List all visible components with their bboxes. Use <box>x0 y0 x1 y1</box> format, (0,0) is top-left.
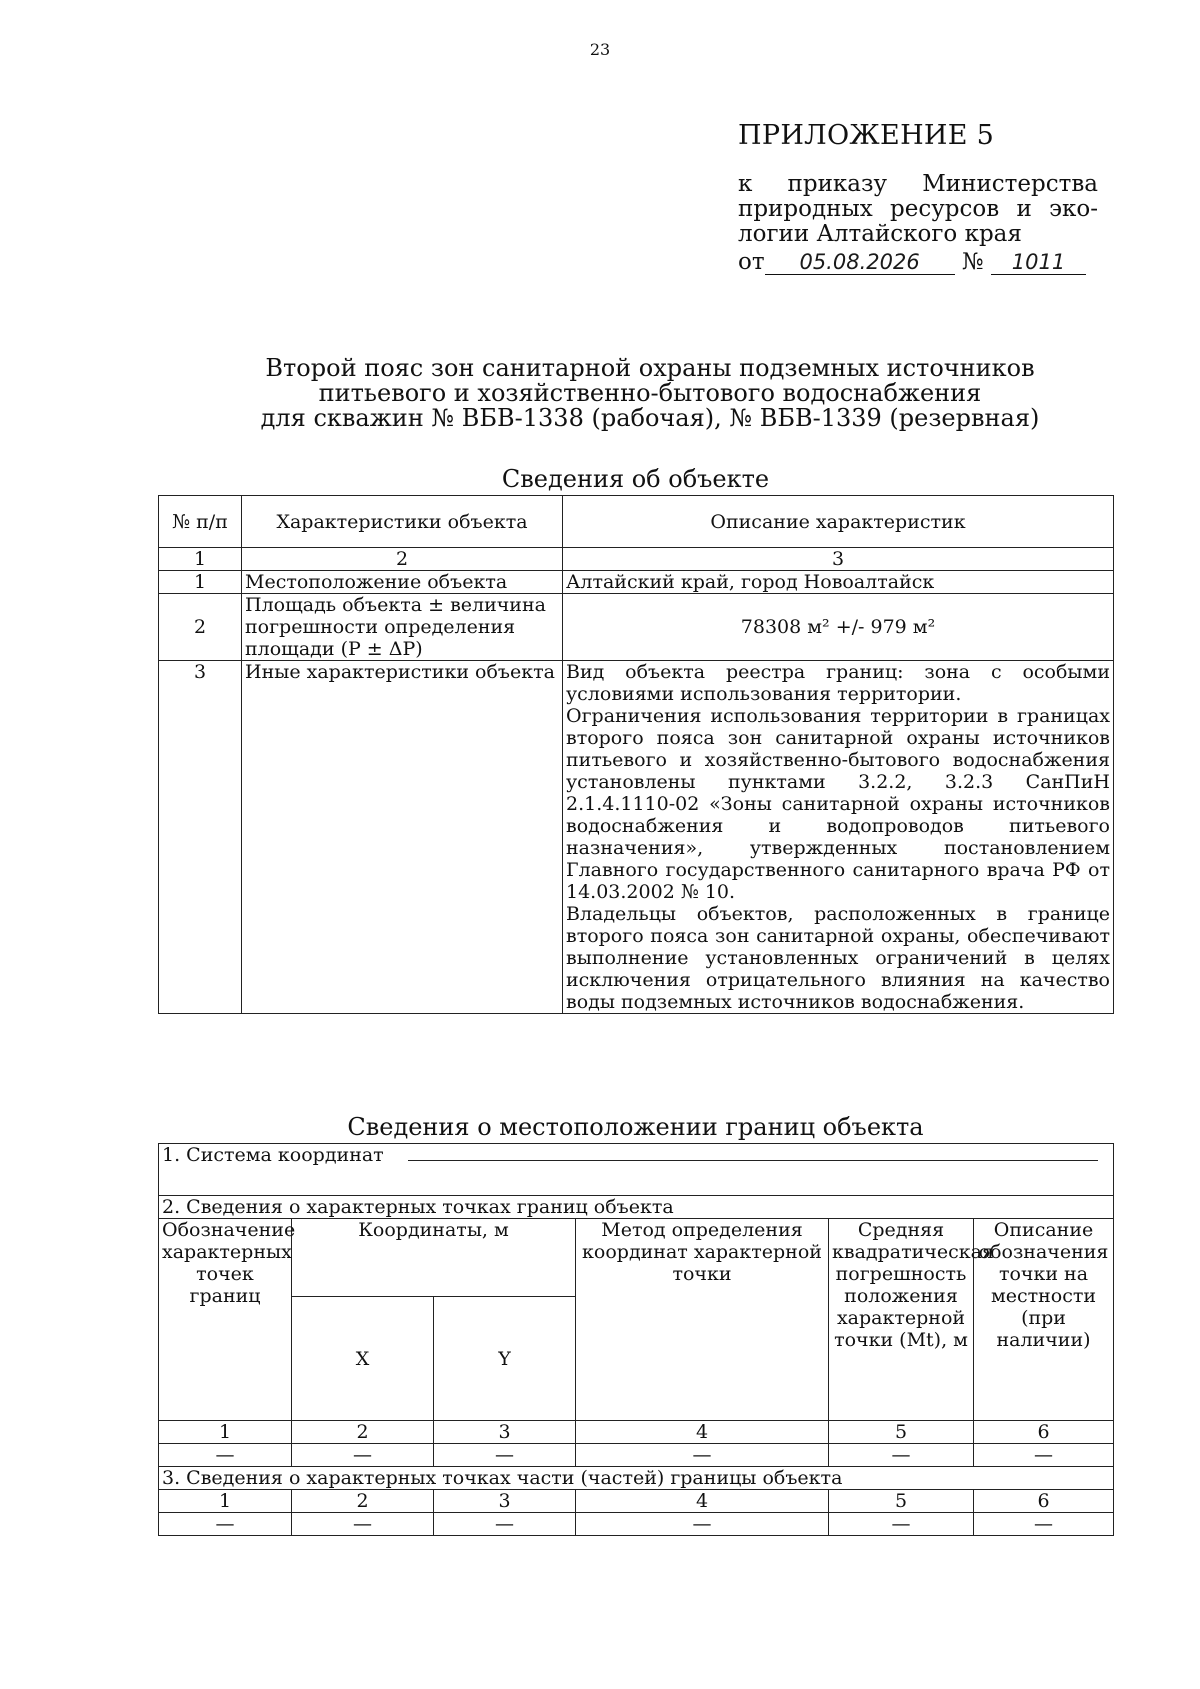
boundary-info-caption: Сведения о местоположении границ объекта <box>347 1113 924 1141</box>
col-number-3: 3 <box>434 1421 576 1444</box>
empty-cell: — <box>434 1444 576 1467</box>
order-ref-line-1: к приказу Министерства <box>738 171 1098 197</box>
coordinate-system-cell <box>159 1144 1114 1170</box>
empty-cell: — <box>576 1513 829 1536</box>
row-characteristic: Местоположение объекта <box>242 571 563 594</box>
header-point-description: Описание обозначения точки на местности (при наличии) <box>974 1219 1114 1421</box>
description-paragraph: Ограничения использования территории в границах второго пояса зон санитарной охраны источников питьевого и хозяйственно-бытового водоснабжения установлены пунктами 3.2.2, 3.2.3 СанПиН 2.1.4.1110-02 «Зоны санитарной охраны источников водоснабжения и водопроводов питьевого назначения», утвержденных постановлением Главного государственного санитарного врача РФ от 14.03.2002 № 10. <box>566 705 1110 903</box>
date-prefix: от <box>738 249 765 275</box>
section-3-label: 3. Сведения о характерных точках части (частей) границы объекта <box>159 1467 1114 1490</box>
header-characteristic: Характеристики объекта <box>242 496 563 548</box>
row-description: Алтайский край, город Новоалтайск <box>563 571 1114 594</box>
row-num: 1 <box>159 571 242 594</box>
empty-cell: — <box>292 1513 434 1536</box>
col-number-1: 1 <box>159 548 242 571</box>
table-row <box>159 1444 1114 1467</box>
object-info-caption: Сведения об объекте <box>501 465 770 493</box>
column-number-row <box>159 548 1114 571</box>
document-title <box>100 356 1200 431</box>
row-description: 78308 м² +/- 979 м² <box>563 594 1114 661</box>
section-3-row <box>159 1467 1114 1490</box>
empty-cell: — <box>159 1513 292 1536</box>
title-line-1: Второй пояс зон санитарной охраны подземных источников <box>265 354 1035 382</box>
coordinate-system-fill-line <box>408 1146 1098 1161</box>
header-row-1 <box>159 1219 1114 1297</box>
spacer-row <box>159 1170 1114 1196</box>
table-header-row <box>159 496 1114 548</box>
title-line-2: питьевого и хозяйственно-бытового водоснабжения <box>318 379 982 407</box>
table-row <box>159 1513 1114 1536</box>
empty-cell: — <box>576 1444 829 1467</box>
description-paragraph: Владельцы объектов, расположенных в границе второго пояса зон санитарной охраны, обеспечивают выполнение установленных ограничений в целях исключения отрицательного влияния на качество воды подземных источников водоснабжения. <box>566 903 1110 1013</box>
col-number-6: 6 <box>974 1490 1114 1513</box>
col-number-5: 5 <box>829 1421 974 1444</box>
row-num: 3 <box>159 661 242 1014</box>
row-characteristic: Иные характеристики объекта <box>242 661 563 1014</box>
order-date-line <box>738 249 1086 275</box>
row-characteristic: Площадь объекта ± величина погрешности определения площади (P ± ΔP) <box>242 594 563 661</box>
header-num: № п/п <box>159 496 242 548</box>
col-number-2: 2 <box>292 1490 434 1513</box>
column-number-row <box>159 1490 1114 1513</box>
empty-cell: — <box>829 1444 974 1467</box>
row-description <box>563 661 1114 1014</box>
appendix-title: ПРИЛОЖЕНИЕ 5 <box>738 120 995 151</box>
col-number-6: 6 <box>974 1421 1114 1444</box>
col-number-1: 1 <box>159 1490 292 1513</box>
col-number-4: 4 <box>576 1490 829 1513</box>
col-number-2: 2 <box>292 1421 434 1444</box>
table-row <box>159 594 1114 661</box>
empty-cell: — <box>292 1444 434 1467</box>
table-row <box>159 571 1114 594</box>
section-2-label: 2. Сведения о характерных точках границ объекта <box>159 1196 1114 1219</box>
coordinate-system-row <box>159 1144 1114 1170</box>
header-coordinates: Координаты, м <box>292 1219 576 1297</box>
section-2-row <box>159 1196 1114 1219</box>
number-prefix: № <box>961 249 984 275</box>
col-number-2: 2 <box>242 548 563 571</box>
title-line-3: для скважин № ВБВ-1338 (рабочая), № ВБВ-1339 (резервная) <box>260 404 1040 432</box>
order-number-handwritten: 1011 <box>991 250 1086 275</box>
empty-cell: — <box>974 1513 1114 1536</box>
page-number: 23 <box>589 40 611 59</box>
boundary-coordinates-table <box>158 1143 1114 1536</box>
col-number-3: 3 <box>434 1490 576 1513</box>
order-reference <box>738 172 1098 247</box>
coordinate-system-label: 1. Система координат <box>162 1144 384 1166</box>
object-info-table <box>158 495 1114 1014</box>
empty-cell: — <box>434 1513 576 1536</box>
row-num: 2 <box>159 594 242 661</box>
col-number-4: 4 <box>576 1421 829 1444</box>
header-y: Y <box>434 1297 576 1421</box>
col-number-5: 5 <box>829 1490 974 1513</box>
order-ref-line-3: логии Алтайского края <box>738 221 1022 247</box>
header-x: X <box>292 1297 434 1421</box>
order-ref-line-2: природных ресурсов и эко- <box>738 196 1098 222</box>
header-description: Описание характеристик <box>563 496 1114 548</box>
order-date-handwritten: 05.08.2026 <box>765 250 955 275</box>
header-method: Метод определения координат характерной точки <box>576 1219 829 1421</box>
description-paragraph: Вид объекта реестра границ: зона с особыми условиями использования территории. <box>566 661 1110 705</box>
col-number-1: 1 <box>159 1421 292 1444</box>
empty-cell: — <box>974 1444 1114 1467</box>
empty-cell: — <box>829 1513 974 1536</box>
header-error: Средняя квадратическая погрешность положения характерной точки (Mt), м <box>829 1219 974 1421</box>
header-designation: Обозначение характерных точек границ <box>159 1219 292 1421</box>
col-number-3: 3 <box>563 548 1114 571</box>
spacer-cell <box>159 1170 1114 1196</box>
table-row <box>159 661 1114 1014</box>
empty-cell: — <box>159 1444 292 1467</box>
column-number-row <box>159 1421 1114 1444</box>
